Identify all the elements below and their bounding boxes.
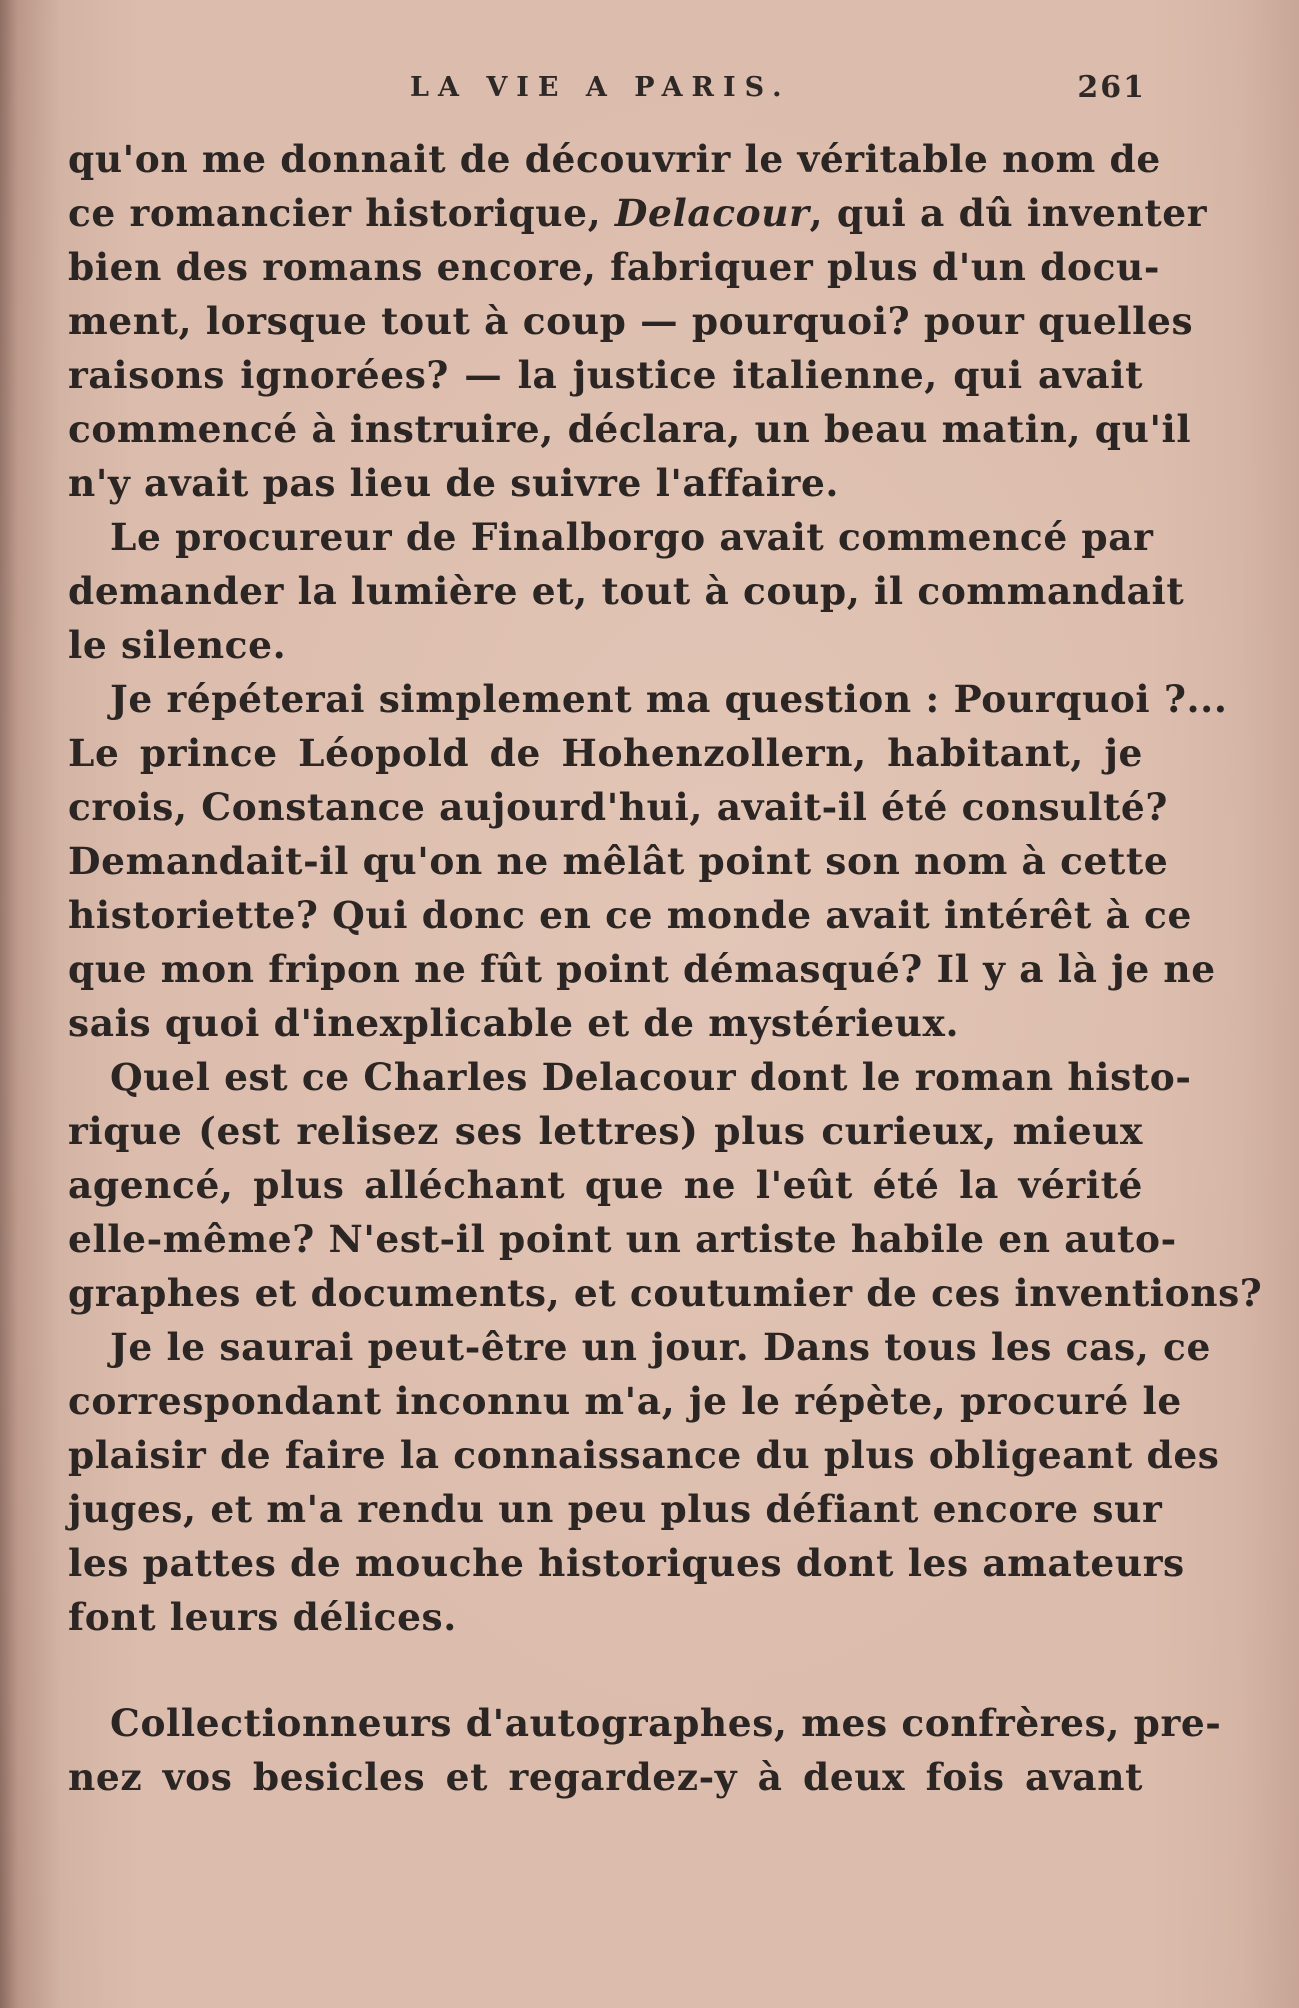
text-line: demander la lumière et, tout à coup, il commandait (68, 569, 1185, 613)
text-line: bien des romans encore, fabriquer plus d'un docu- (68, 245, 1161, 289)
text-line: que mon fripon ne fût point démasqué? Il y a là je ne (68, 947, 1216, 991)
text-line: sais quoi d'inexplicable et de mystérieux. (68, 1001, 960, 1045)
text-line: font leurs délices. (68, 1595, 457, 1639)
text-line: Demandait-il qu'on ne mêlât point son nom à cette (68, 839, 1169, 883)
text-line: Le procureur de Finalborgo avait commencé par (110, 515, 1154, 559)
text-line: Le prince Léopold de Hohenzollern, habitant, je (68, 731, 1143, 775)
text-line: agencé, plus alléchant que ne l'eût été la vérité (68, 1163, 1143, 1207)
text-line: nez vos besicles et regardez-y à deux fois avant (68, 1755, 1143, 1799)
text-line: Je répéterai simplement ma question : Pourquoi ?... (110, 677, 1228, 721)
text-line: historiette? Qui donc en ce monde avait intérêt à ce (68, 893, 1192, 937)
text-line: commencé à instruire, déclara, un beau matin, qu'il (68, 407, 1192, 451)
text-segment: ce romancier historique, (68, 191, 615, 235)
text-line: n'y avait pas lieu de suivre l'affaire. (68, 461, 840, 505)
text-line: graphes et documents, et coutumier de ces inventions? (68, 1271, 1263, 1315)
page-number: 261 (1077, 70, 1146, 105)
text-line: Quel est ce Charles Delacour dont le roman histo- (110, 1055, 1192, 1099)
page-header (70, 72, 1146, 116)
text-line: juges, et m'a rendu un peu plus défiant encore sur (68, 1487, 1163, 1531)
text-line: crois, Constance aujourd'hui, avait-il été consulté? (68, 785, 1168, 829)
text-segment: , qui a dû inventer (809, 191, 1208, 235)
text-line: le silence. (68, 623, 287, 667)
text-line: Collectionneurs d'autographes, mes confrères, pre- (110, 1701, 1222, 1745)
text-line: ment, lorsque tout à coup — pourquoi? pour quelles (68, 299, 1194, 343)
text-line: raisons ignorées? — la justice italienne, qui avait (68, 353, 1143, 397)
text-line (68, 186, 1208, 240)
text-line: correspondant inconnu m'a, je le répète, procuré le (68, 1379, 1182, 1423)
body-text (68, 132, 1263, 1804)
text-line: Je le saurai peut-être un jour. Dans tous les cas, ce (110, 1325, 1211, 1369)
section-break (68, 1644, 1143, 1696)
text-line: elle-même? N'est-il point un artiste habile en auto- (68, 1217, 1177, 1261)
text-line: plaisir de faire la connaissance du plus obligeant des (68, 1433, 1220, 1477)
running-head: LA VIE A PARIS. (410, 72, 791, 103)
italic-name: Delacour (614, 191, 810, 235)
text-line: rique (est relisez ses lettres) plus curieux, mieux (68, 1109, 1143, 1153)
text-line: qu'on me donnait de découvrir le véritable nom de (68, 137, 1161, 181)
text-line: les pattes de mouche historiques dont les amateurs (68, 1541, 1185, 1585)
